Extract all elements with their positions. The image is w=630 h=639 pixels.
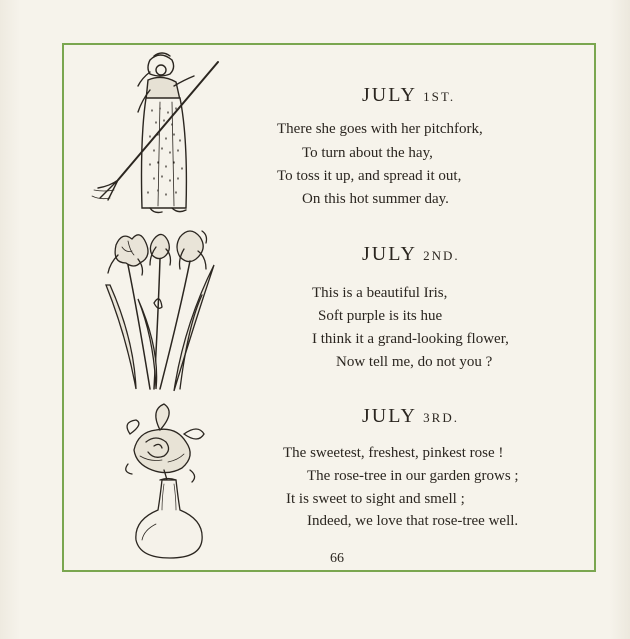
entry-heading-july-3 xyxy=(362,405,459,428)
verse-line: This is a beautiful Iris, xyxy=(312,285,448,301)
verse-line: The sweetest, freshest, pinkest rose ! xyxy=(283,445,504,461)
heading-date: 2ND. xyxy=(423,248,460,263)
verse-line: On this hot summer day. xyxy=(302,191,449,207)
heading-month: JULY xyxy=(362,405,417,427)
heading-month: JULY xyxy=(362,84,417,106)
verse-line: Soft purple is its hue xyxy=(318,308,443,324)
heading-month: JULY xyxy=(362,243,417,265)
verse-line: Indeed, we love that rose-tree well. xyxy=(307,513,519,529)
rose-in-vase-illustration xyxy=(120,400,220,565)
verse-line: Now tell me, do not you ? xyxy=(336,354,493,370)
verse-line: To toss it up, and spread it out, xyxy=(277,168,462,184)
verse-line: The rose-tree in our garden grows ; xyxy=(307,468,519,484)
verse-line: There she goes with her pitchfork, xyxy=(277,121,483,137)
heading-date: 3RD. xyxy=(423,410,459,425)
girl-with-pitchfork-illustration xyxy=(88,50,228,220)
verse-line: I think it a grand-looking flower, xyxy=(312,331,509,347)
heading-date: 1ST. xyxy=(423,89,456,104)
entry-heading-july-1 xyxy=(362,84,455,107)
iris-flowers-illustration xyxy=(98,225,224,395)
verse-line: It is sweet to sight and smell ; xyxy=(286,491,465,507)
verse-line: To turn about the hay, xyxy=(302,145,433,161)
entry-heading-july-2 xyxy=(362,243,460,266)
page-number: 66 xyxy=(330,551,344,566)
